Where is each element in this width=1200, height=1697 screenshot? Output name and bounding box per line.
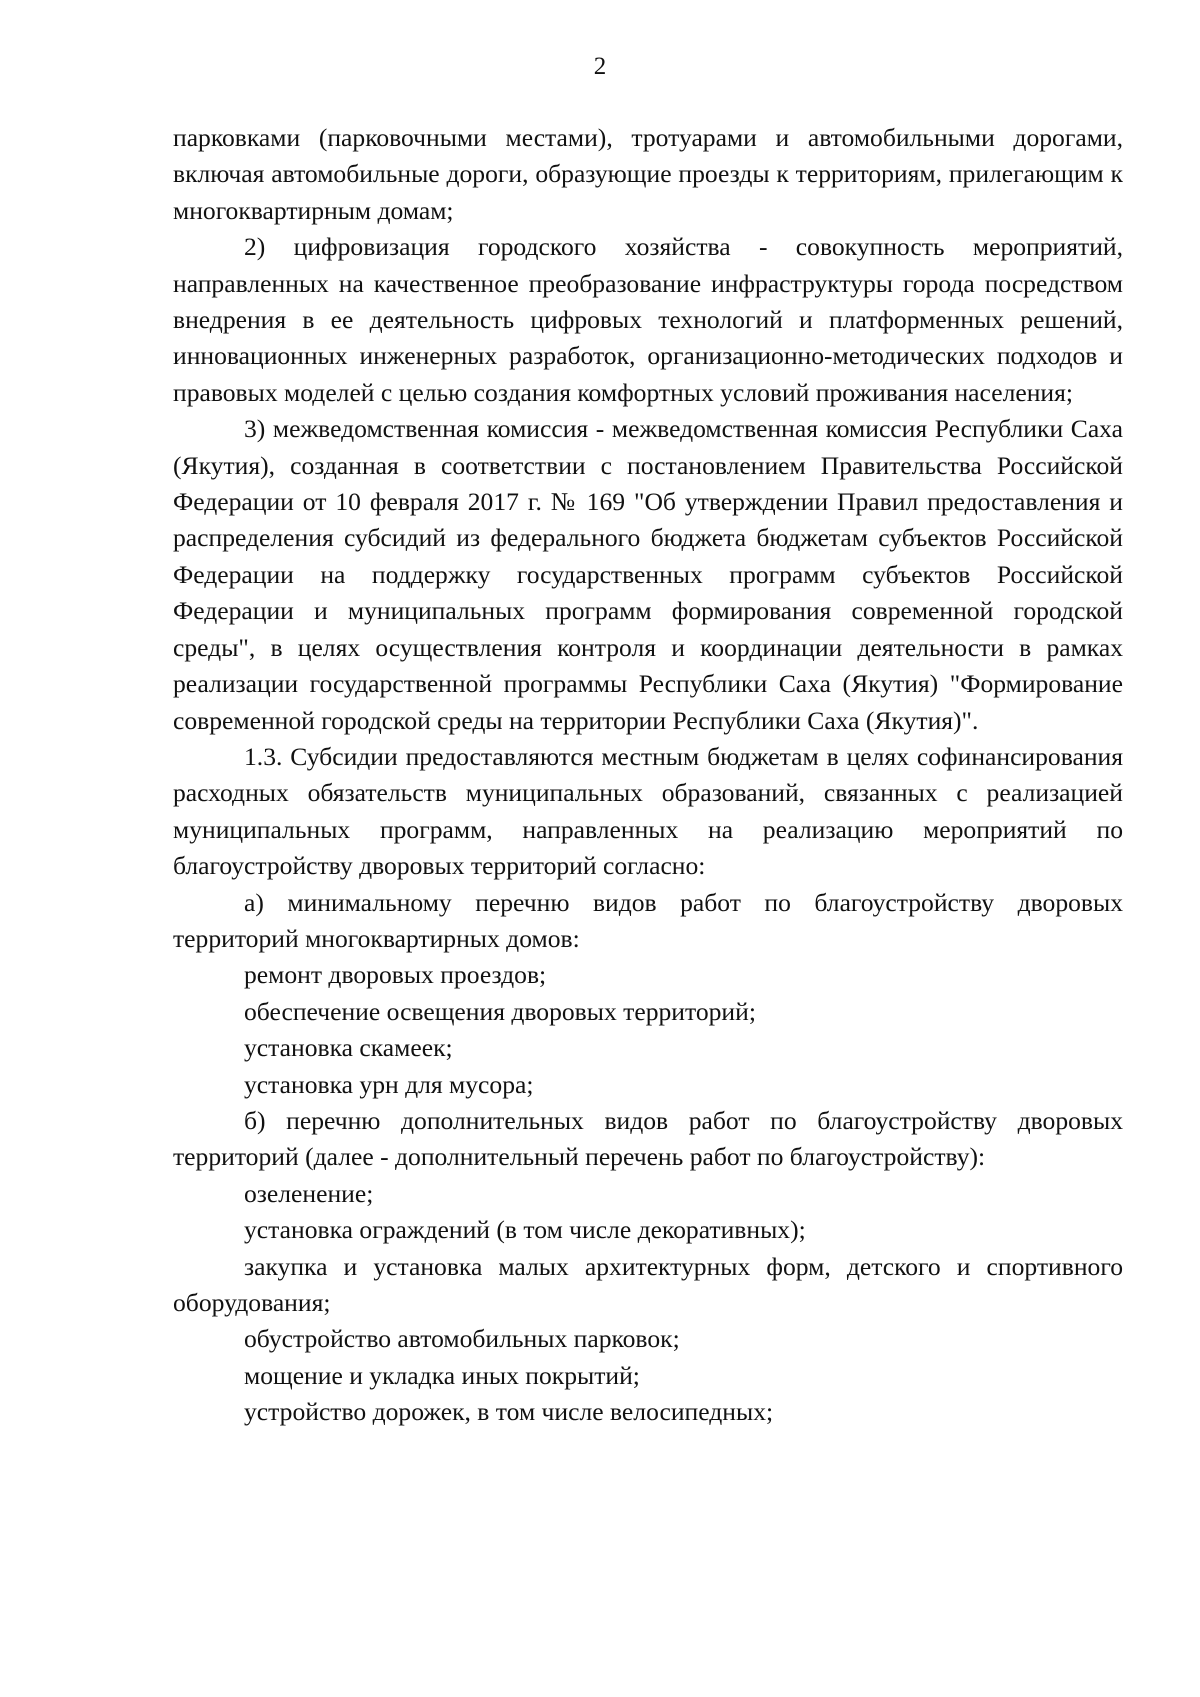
list-item: обеспечение освещения дворовых территорий; (244, 996, 756, 1026)
list-item: ремонт дворовых проездов; (244, 960, 547, 990)
paragraph-additional-list-intro: б) перечню дополнительных видов работ по благоустройству дворовых территорий (далее - дополнительный перечень работ по благоустройству): (173, 1105, 1123, 1172)
list-item: обустройство автомобильных парковок; (244, 1324, 680, 1354)
list-item: установка урн для мусора; (244, 1069, 534, 1099)
document-body (173, 120, 1123, 1431)
paragraph-minimal-list-intro: а) минимальному перечню видов работ по благоустройству дворовых территорий многоквартирных домов: (173, 887, 1123, 953)
list-item: закупка и установка малых архитектурных форм, детского и спортивного оборудования; (173, 1251, 1123, 1317)
list-item: установка ограждений (в том числе декоративных); (244, 1215, 806, 1245)
list-item: озеленение; (244, 1178, 374, 1208)
paragraph-definitions-continuation: парковками (парковочными местами), тротуарами и автомобильными дорогами, включая автомобильные дороги, образующие проезды к территориям, прилегающим к многоквартирным домам; (173, 123, 1123, 225)
page-number: 2 (593, 53, 607, 80)
paragraph-commission-definition: 3) межведомственная комиссия - межведомственная комиссия Республики Саха (Якутия), созданная в соответствии с постановлением Правительства Российской Федерации от 10 февраля 2017 г. № 169 "Об утверждении Правил предоставления и распределения субсидий из федерального бюджета бюджетам субъектов Российской Федерации на поддержку государственных программ субъектов Российской Федерации и муниципальных программ формирования современной городской среды", в целях осуществления контроля и координации деятельности в рамках реализации государственной программы Республики Саха (Якутия) "Формирование современной городской среды на территории Республики Саха (Якутия)". (173, 414, 1123, 735)
paragraph-digitalization-definition: 2) цифровизация городского хозяйства - совокупность мероприятий, направленных на качественное преобразование инфраструктуры города посредством внедрения в ее деятельность цифровых технологий и платформенных решений, инновационных инженерных разработок, организационно-методических подходов и правовых моделей с целью создания комфортных условий проживания населения; (173, 232, 1123, 407)
paragraph-subsidies-clause: 1.3. Субсидии предоставляются местным бюджетам в целях софинансирования расходных обязательств муниципальных образований, связанных с реализацией муниципальных программ, направленных на реализацию мероприятий по благоустройству дворовых территорий согласно: (173, 741, 1123, 881)
list-item: устройство дорожек, в том числе велосипедных; (244, 1397, 774, 1427)
list-item: установка скамеек; (244, 1033, 453, 1063)
list-item: мощение и укладка иных покрытий; (244, 1360, 640, 1390)
